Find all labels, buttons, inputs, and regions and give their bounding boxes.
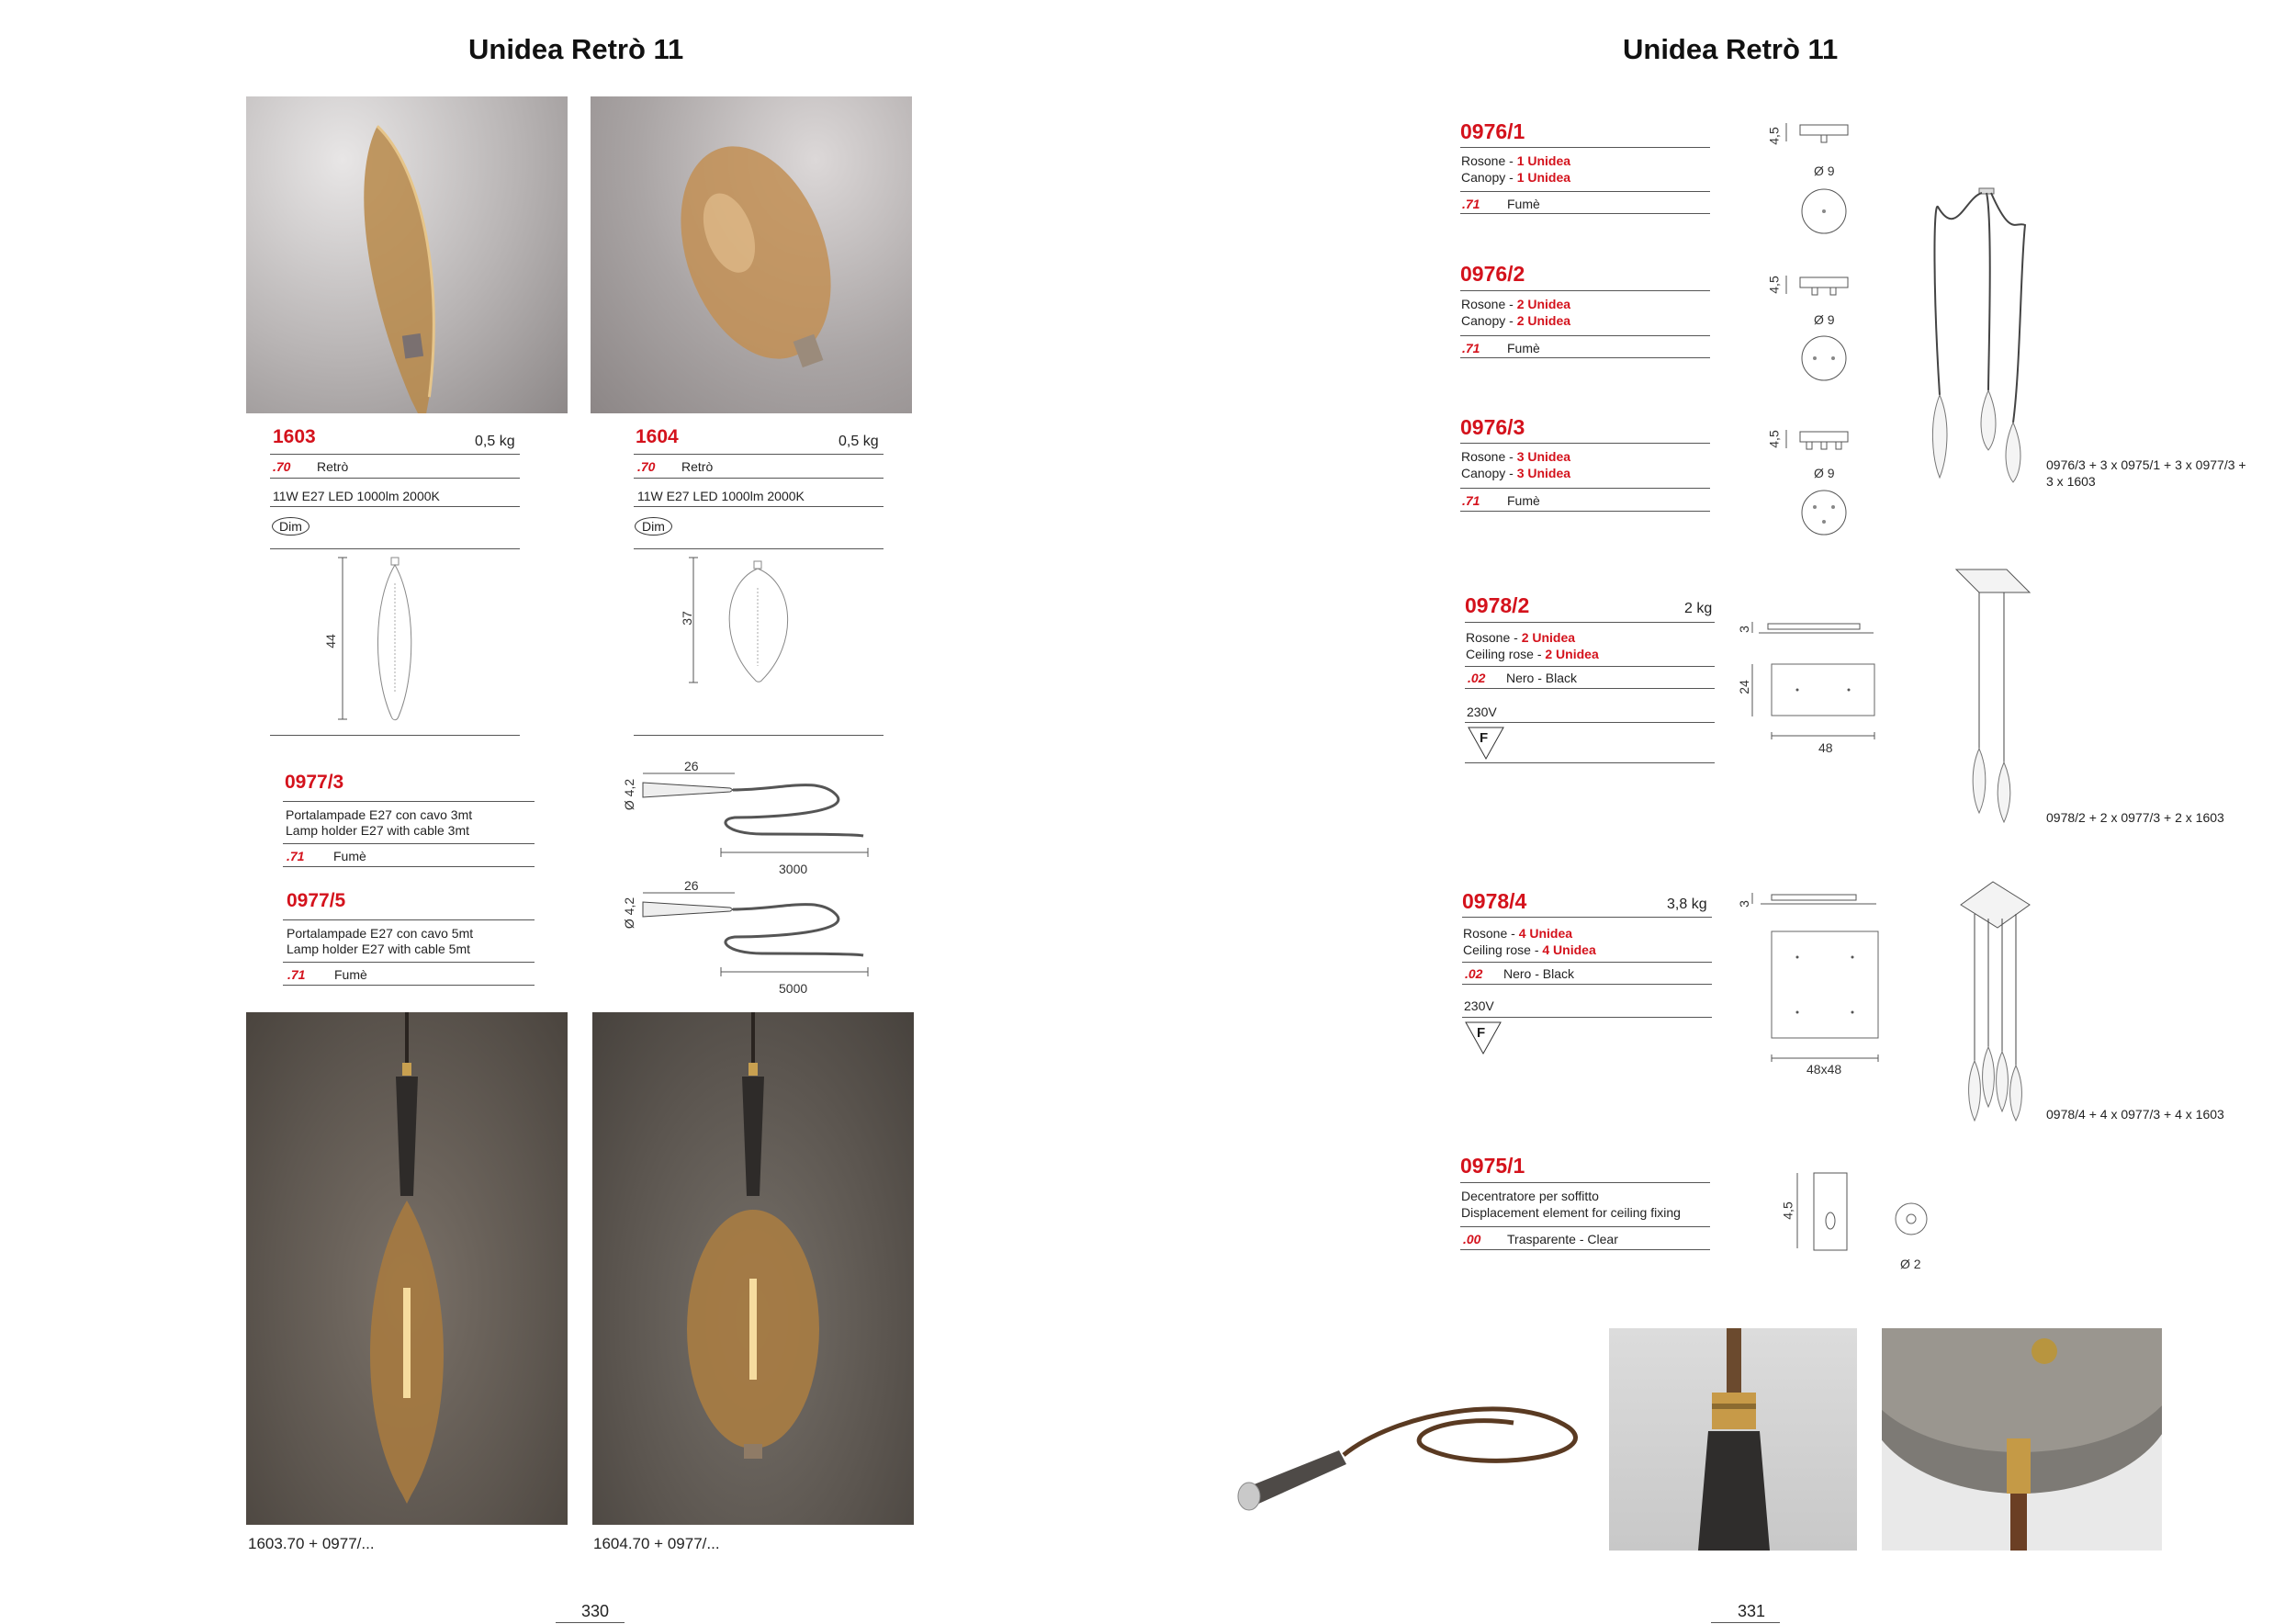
canopy-height-0976-2: 4,5	[1766, 276, 1782, 294]
rose-line2-0978-4: Ceiling rose - 4 Unidea	[1463, 942, 1596, 957]
product-code-1604: 1604	[636, 426, 679, 447]
spec-1604: 11W E27 LED 1000lm 2000K	[637, 489, 805, 503]
canopy-line2-0976-1: Canopy - 1 Unidea	[1461, 170, 1571, 185]
product-weight-1603: 0,5 kg	[475, 434, 515, 449]
decentratore-desc-en: Displacement element for ceiling fixing	[1461, 1205, 1681, 1220]
pendant-1603-illustration	[246, 1012, 568, 1525]
bulb-1603-illustration	[246, 96, 568, 413]
finish-name-0978-4: Nero - Black	[1503, 966, 1575, 981]
holder-desc-it-0977-3: Portalampade E27 con cavo 3mt	[286, 807, 473, 822]
canopy-drawing-0976-2	[1786, 266, 1878, 386]
bulb-1604-illustration	[591, 96, 912, 413]
combo-0976-drawing	[1929, 184, 2039, 487]
rose-height-0978-4: 3	[1736, 900, 1751, 908]
finish-code-0978-2: .02	[1468, 671, 1486, 685]
f-class-label-0978-2: F	[1480, 730, 1489, 746]
decentratore-diam: Ø 2	[1900, 1257, 1921, 1271]
canopy-line1-0976-3: Rosone - 3 Unidea	[1461, 449, 1571, 464]
product-code-0977-5: 0977/5	[287, 890, 346, 911]
product-code-0976-3: 0976/3	[1460, 415, 1525, 439]
photo-1604-pendant	[592, 1012, 914, 1525]
holder-cable-illustration	[1210, 1326, 1587, 1549]
rose-drawing-0978-2	[1750, 620, 1887, 758]
product-code-0976-1: 0976/1	[1460, 119, 1525, 143]
finish-code-0977-5: .71	[287, 967, 306, 982]
holder-desc-en-0977-5: Lamp holder E27 with cable 5mt	[287, 942, 470, 956]
canopy-line2-0976-3: Canopy - 3 Unidea	[1461, 466, 1571, 480]
holder-desc-en-0977-3: Lamp holder E27 with cable 3mt	[286, 823, 469, 838]
product-weight-0978-2: 2 kg	[1684, 601, 1713, 616]
rose-width-line-0978-4	[1750, 1054, 1887, 1075]
product-code-0978-2: 0978/2	[1465, 593, 1530, 617]
spec-1603: 11W E27 LED 1000lm 2000K	[273, 489, 440, 503]
product-code-0978-4: 0978/4	[1462, 889, 1527, 913]
finish-code-0976-2: .71	[1462, 341, 1480, 355]
finish-code-1604: .70	[637, 459, 656, 474]
rose-width-0978-4: 48x48	[1806, 1062, 1842, 1077]
finish-code-0977-3: .71	[287, 849, 305, 863]
dim-badge-1603: Dim	[272, 517, 310, 536]
product-weight-0978-4: 3,8 kg	[1667, 897, 1707, 912]
product-code-0976-2: 0976/2	[1460, 262, 1525, 286]
rose-line1-0978-4: Rosone - 4 Unidea	[1463, 926, 1573, 941]
product-code-0977-3: 0977/3	[285, 772, 344, 793]
product-weight-1604: 0,5 kg	[838, 434, 879, 449]
rose-depth-0978-2: 24	[1736, 680, 1751, 694]
photo-canopy-detail	[1882, 1328, 2162, 1551]
holder-length-0977-3: 26	[684, 759, 699, 773]
canopy-line2-0976-2: Canopy - 2 Unidea	[1461, 313, 1571, 328]
holder-cable-0977-3: 3000	[779, 862, 808, 876]
canopy-height-0976-1: 4,5	[1766, 127, 1782, 145]
finish-name-0976-3: Fumè	[1507, 493, 1540, 508]
rose-width-0978-2: 48	[1818, 740, 1833, 755]
rose-line1-0978-2: Rosone - 2 Unidea	[1466, 630, 1576, 645]
holder-diam-0977-3: Ø 4,2	[622, 778, 637, 811]
canopy-diam-0976-2: Ø 9	[1814, 312, 1835, 327]
photo-lamp-holder-cable	[1210, 1326, 1587, 1549]
rose-drawing-0978-4	[1750, 891, 1887, 1047]
left-page-number: 330	[581, 1602, 610, 1620]
finish-name-0977-3: Fumè	[333, 849, 366, 863]
dim-badge-1604: Dim	[635, 517, 672, 536]
finish-name-0976-1: Fumè	[1507, 197, 1540, 211]
combo-0978-2-drawing	[1938, 565, 2048, 822]
product-code-0975-1: 0975/1	[1460, 1154, 1525, 1178]
canopy-drawing-0976-1	[1786, 119, 1878, 239]
f-class-label-0978-4: F	[1477, 1025, 1486, 1041]
holder-length-0977-5: 26	[684, 878, 699, 893]
finish-name-0978-2: Nero - Black	[1506, 671, 1578, 685]
canopy-diam-0976-3: Ø 9	[1814, 466, 1835, 480]
holder-desc-it-0977-5: Portalampade E27 con cavo 5mt	[287, 926, 474, 941]
holder-diam-0977-5: Ø 4,2	[622, 897, 637, 930]
decentratore-drawing	[1795, 1171, 1933, 1263]
height-1604: 37	[679, 611, 694, 626]
finish-code-0978-4: .02	[1465, 966, 1483, 981]
photo-1603-bulb	[246, 96, 568, 413]
voltage-0978-4: 230V	[1464, 998, 1494, 1013]
bulb-1604-drawing	[689, 556, 872, 739]
combo-0978-4-label: 0978/4 + 4 x 0977/3 + 4 x 1603	[2046, 1107, 2224, 1122]
right-page-title: Unidea Retrò 11	[1623, 33, 1839, 65]
canopy-diam-0976-1: Ø 9	[1814, 164, 1835, 178]
decentratore-height: 4,5	[1780, 1201, 1795, 1220]
rose-height-0978-2: 3	[1736, 626, 1751, 633]
holder-detail-illustration	[1609, 1328, 1857, 1551]
photo-holder-detail	[1609, 1328, 1857, 1551]
left-page-title: Unidea Retrò 11	[468, 33, 684, 65]
combo-0978-4-drawing	[1938, 877, 2048, 1134]
pendant-1604-illustration	[592, 1012, 914, 1525]
finish-name-0975-1: Trasparente - Clear	[1507, 1232, 1618, 1246]
combo-0978-2-label: 0978/2 + 2 x 0977/3 + 2 x 1603	[2046, 810, 2224, 825]
bulb-1603-drawing	[338, 556, 522, 739]
finish-name-1604: Retrò	[681, 459, 714, 474]
finish-code-0976-1: .71	[1462, 197, 1480, 211]
holder-drawing-0977-3	[634, 762, 891, 882]
photo-1603-pendant	[246, 1012, 568, 1525]
photo-1604-bulb	[591, 96, 912, 413]
canopy-line1-0976-2: Rosone - 2 Unidea	[1461, 297, 1571, 311]
finish-name-0977-5: Fumè	[334, 967, 367, 982]
finish-code-1603: .70	[273, 459, 291, 474]
rose-line2-0978-2: Ceiling rose - 2 Unidea	[1466, 647, 1599, 661]
combo-0976-label: 0976/3 + 3 x 0975/1 + 3 x 0977/3 +	[2046, 457, 2246, 472]
finish-name-0976-2: Fumè	[1507, 341, 1540, 355]
canopy-drawing-0976-3	[1786, 421, 1878, 540]
voltage-0978-2: 230V	[1467, 705, 1497, 719]
decentratore-desc-it: Decentratore per soffitto	[1461, 1189, 1599, 1203]
caption-1604: 1604.70 + 0977/...	[593, 1535, 720, 1552]
caption-1603: 1603.70 + 0977/...	[248, 1535, 375, 1552]
finish-name-1603: Retrò	[317, 459, 349, 474]
right-page-number: 331	[1738, 1602, 1766, 1620]
canopy-line1-0976-1: Rosone - 1 Unidea	[1461, 153, 1571, 168]
height-1603: 44	[322, 634, 338, 648]
finish-code-0975-1: .00	[1463, 1232, 1481, 1246]
holder-drawing-0977-5	[634, 882, 891, 1001]
finish-code-0976-3: .71	[1462, 493, 1480, 508]
holder-cable-0977-5: 5000	[779, 981, 808, 996]
canopy-height-0976-3: 4,5	[1766, 430, 1782, 448]
combo-0976-label-2: 3 x 1603	[2046, 474, 2096, 489]
canopy-detail-illustration	[1882, 1328, 2162, 1551]
product-code-1603: 1603	[273, 426, 316, 447]
